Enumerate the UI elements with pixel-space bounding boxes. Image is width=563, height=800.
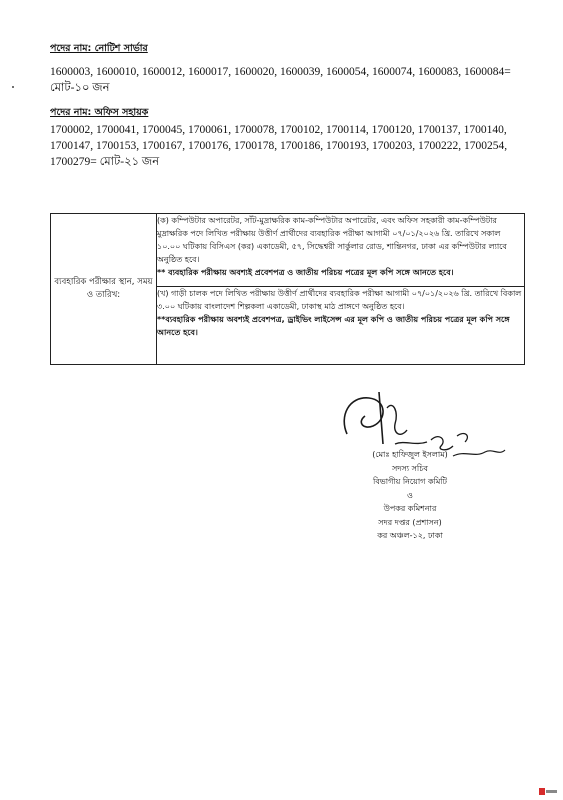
exam-label: ব্যবহারিক পরীক্ষার স্থান, সময় ও তারিখ: <box>54 277 153 300</box>
practical-exam-table <box>50 213 525 365</box>
signatory-block <box>340 448 480 543</box>
post-heading-office-assistant: পদের নাম: অফিস সহায়ক <box>50 107 149 118</box>
exam-label-cell <box>51 214 157 365</box>
exam-note-a: ** ব্যবহারিক পরীক্ষায় অবশ্যই প্রবেশপত্র ও জাতীয় পরিচয় পত্রের মূল কপি সঙ্গে আনতে হবে। <box>157 268 454 277</box>
exam-note-b: **ব্যবহারিক পরীক্ষায় অবশ্যই প্রবেশপত্র, ড্রাইভিং লাইসেন্স এর মূল কপি ও জাতীয় পরিচয় পত্রের মূল কপি সঙ্গে আনতে হবে। <box>157 315 510 337</box>
exam-para-a: (ক) কম্পিউটার অপারেটর, সাঁট-মুদ্রাক্ষরিক কাম-কম্পিউটার অপারেটর, এবং অফিস সহকারী কাম-কম্পিউটার মুদ্রাক্ষরিক পদে লিখিত পরীক্ষায় উত্তীর্ণ প্রার্থীদের ব্যবহারিক পরীক্ষা আগামী ০৭/০১/২০২৬ খ্রি. তারিখে সকাল ১০.০০ ঘটিকায় বিসিএস (কর) একাডেমী, ৫৭, সিদ্ধেশ্বরী সার্কুলার রোড, শান্তিনগর, ঢাকা এর কম্পিউটার ল্যাবে অনুষ্ঠিত হবে। <box>157 216 507 264</box>
speck-mark <box>12 86 14 88</box>
post-heading-notice-server: পদের নাম: নোটিশ সার্ভার <box>50 43 148 54</box>
signatory-committee: বিভাগীয় নিয়োগ কমিটি <box>373 477 447 486</box>
roll-list-office-assistant: 1700002, 1700041, 1700045, 1700061, 1700078, 1700102, 1700114, 1700120, 1700137, 1700140, 1700147, 1700153, 1700167, 1700176, 1700178, 1700186, 1700193, 1700203, 1700222, 1700254, 1700279= মোট-২১ জন <box>50 124 508 168</box>
signatory-conjunction: ও <box>407 490 413 500</box>
signatory-title: উপকর কমিশনার <box>383 504 437 513</box>
signatory-office: সদর দপ্তর (প্রশাসন) <box>378 517 442 527</box>
exam-para-b: (খ) গাড়ী চালক পদে লিখিত পরীক্ষায় উত্তীর্ণ প্রার্থীদের ব্যবহারিক পরীক্ষা আগামী ০৭/০১/২০২৬ খ্রি. তারিখে বিকাল ৩.০০ ঘটিকায় বাংলাদেশ শিল্পকলা একাডেমী, ঢাকাস্থ মাঠ প্রাঙ্গণে অনুষ্ঠিত হবে। <box>157 289 522 311</box>
signatory-zone: কর অঞ্চল-১২, ঢাকা <box>377 531 443 540</box>
scanner-stamp-icon <box>539 787 557 796</box>
exam-driver-cell <box>157 287 525 365</box>
roll-list-notice-server: 1600003, 1600010, 1600012, 1600017, 1600020, 1600039, 1600054, 1600074, 1600083, 1600084= মোট-১০ জন <box>50 66 511 94</box>
signatory-designation: সদস্য সচিব <box>392 463 428 473</box>
exam-info-cell <box>157 214 525 287</box>
signatory-name: (মোঃ হাফিজুল ইসলাম) <box>372 450 448 459</box>
